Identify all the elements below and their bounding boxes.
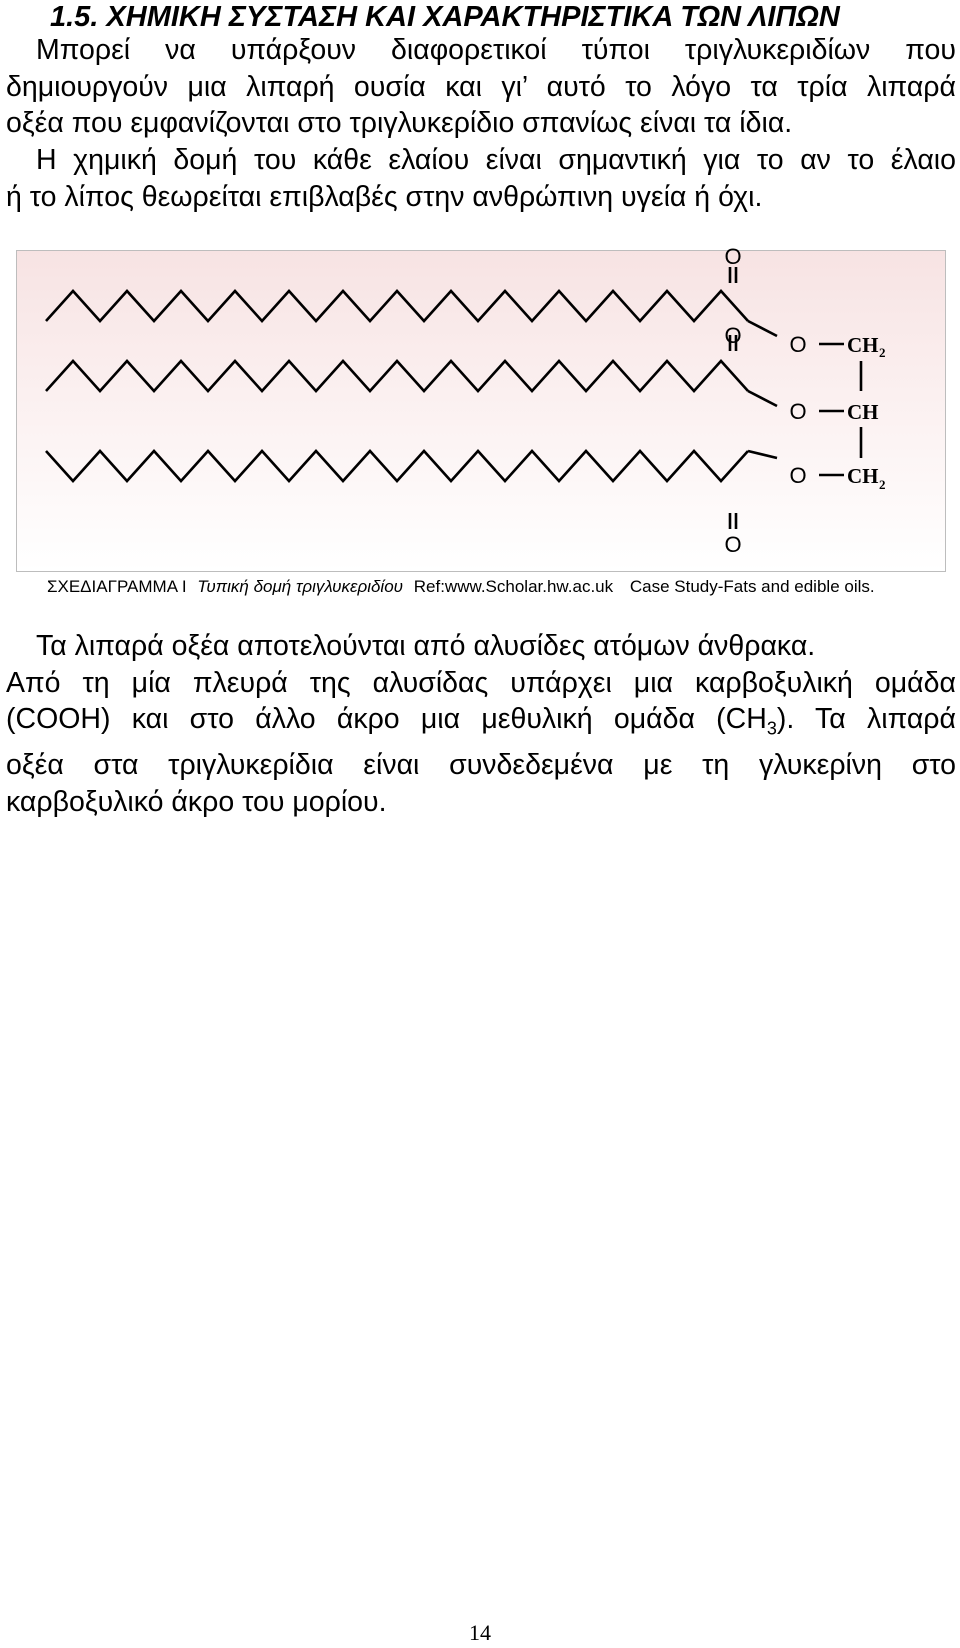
text-line-with-subscript [6, 701, 956, 747]
ester-bond-line [748, 391, 777, 406]
figure-caption [17, 573, 945, 603]
text-line: Η χημική δομή του κάθε ελαίου είναι σημαντική για το αν το έλαιο [36, 144, 956, 176]
oxygen-atom-label: O [789, 463, 807, 488]
text-line: Μπορεί να υπάρξουν διαφορετικοί τύποι τριγλυκεριδίων που [36, 34, 956, 66]
text-line: καρβοξυλικό άκρο του μορίου. [6, 785, 387, 818]
page-number: 14 [469, 1620, 491, 1645]
text-line: ή το λίπος θεωρείται επιβλαβές στην ανθρώπινη υγεία ή όχι. [6, 180, 763, 213]
carbonyl-double-bond [730, 513, 736, 529]
ch2-subscript: 2 [879, 345, 886, 360]
oxygen-atom-label: O [724, 323, 742, 348]
oxygen-atom-label: O [724, 532, 742, 557]
oxygen-atom-label: O [789, 332, 807, 357]
text-line: δημιουργούν μια λιπαρή ουσία και γι’ αυτό το λόγο τα τρία λιπαρά [6, 70, 956, 103]
ch2-group-label: CH [847, 333, 879, 357]
text-line: οξέα στα τριγλυκερίδια είναι συνδεδεμένα με τη γλυκερίνη στο [6, 749, 956, 782]
triglyceride-structure-figure [16, 244, 946, 596]
caption-label: ΣΧΕΔΙΑΓΡΑΜΜΑ Ι [47, 577, 187, 596]
oxygen-atom-label: O [724, 244, 742, 269]
carbonyl-double-bond [730, 267, 736, 283]
triglyceride-diagram [17, 244, 945, 611]
ch-group-label: CH [847, 400, 879, 424]
fatty-acid-chain-top [46, 291, 748, 321]
paragraph-fatty-acids [6, 628, 956, 820]
ester-bond-line [748, 451, 777, 458]
paragraph-chemical-structure [6, 142, 956, 215]
text-fragment: ). Τα λιπαρά [776, 703, 957, 735]
ch2-subscript: 2 [879, 477, 886, 492]
ch2-group-label: CH [847, 464, 879, 488]
ester-bond-line [748, 321, 777, 336]
section-heading: 1.5. ΧΗΜΙΚΗ ΣΥΣΤΑΣΗ ΚΑΙ ΧΑΡΑΚΤΗΡΙΣΤΙΚΑ ΤΩΝ ΛΙΠΩΝ [50, 1, 840, 33]
text-line: Από τη μία πλευρά της αλυσίδας υπάρχει μια καρβοξυλική ομάδα [6, 666, 956, 699]
caption-source: Case Study-Fats and edible oils. [629, 577, 875, 596]
oxygen-atom-label: O [789, 399, 807, 424]
text-line: οξέα που εμφανίζονται στο τριγλυκερίδιο σπανίως είναι τα ίδια. [6, 107, 793, 139]
fatty-acid-chain-bottom [46, 451, 748, 481]
caption-line [47, 577, 875, 597]
text-line: Τα λιπαρά οξέα αποτελούνται από αλυσίδες ατόμων άνθρακα. [36, 630, 816, 662]
caption-title: Τυπική δομή τριγλυκεριδίου [197, 577, 404, 596]
paragraph-triglyceride-types [6, 32, 956, 142]
subscript: 3 [766, 718, 777, 739]
fatty-acid-chain-middle [46, 361, 748, 391]
caption-reference: Ref:www.Scholar.hw.ac.uk [413, 577, 614, 596]
text-fragment: (COOH) και στο άλλο άκρο μια μεθυλική ομάδα (CH [6, 703, 767, 735]
